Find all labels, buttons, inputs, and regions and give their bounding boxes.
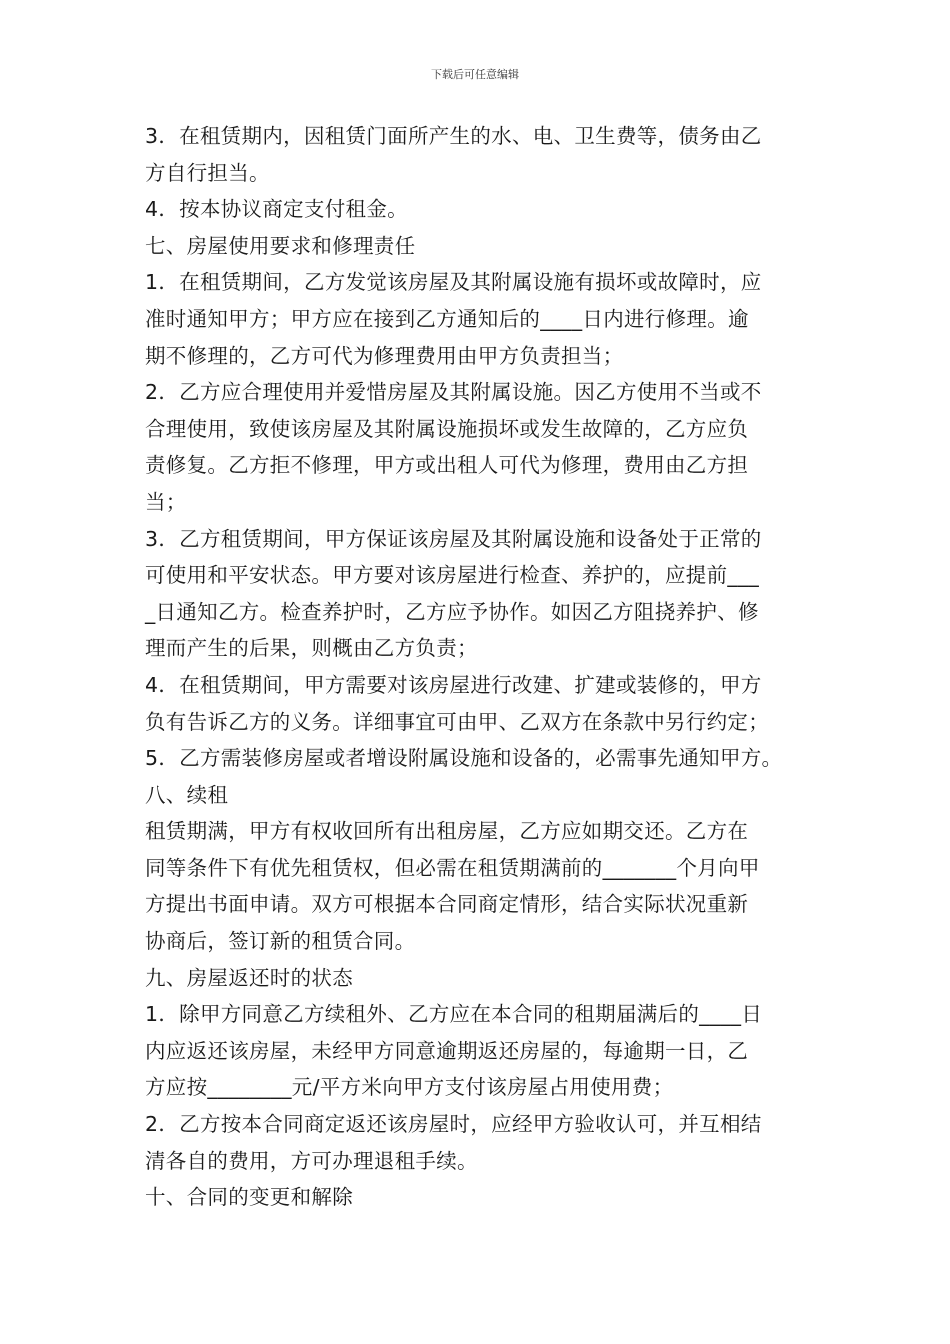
text-line: 负有告诉乙方的义务。详细事宜可由甲、乙双方在条款中另行约定； xyxy=(145,709,769,734)
text-line: 4．按本协议商定支付租金。 xyxy=(145,197,408,222)
text-line: 当； xyxy=(145,489,187,514)
text-line: 1．在租赁期间，乙方发觉该房屋及其附属设施有损坏或故障时，应 xyxy=(145,270,762,295)
text-line: 清各自的费用，方可办理退租手续。 xyxy=(145,1148,478,1173)
text-line: 责修复。乙方拒不修理，甲方或出租人可代为修理，费用由乙方担 xyxy=(145,453,749,478)
section-heading: 九、房屋返还时的状态 xyxy=(145,965,353,990)
text-line: 5．乙方需装修房屋或者增设附属设施和设备的，必需事先通知甲方。 xyxy=(145,746,783,771)
text-line: 同等条件下有优先租赁权，但必需在租赁期满前的_______个月向甲 xyxy=(145,855,760,880)
text-line: 可使用和平安状态。甲方要对该房屋进行检查、养护的，应提前___ xyxy=(145,563,760,588)
page-header: 下载后可任意编辑 xyxy=(431,68,519,81)
text-line: 期不修理的，乙方可代为修理费用由甲方负责担当； xyxy=(145,343,624,368)
text-line: 理而产生的后果，则概由乙方负责； xyxy=(145,636,478,661)
text-line: 方应按________元/平方米向甲方支付该房屋占用使用费； xyxy=(145,1075,674,1100)
text-line: 1．除甲方同意乙方续租外、乙方应在本合同的租期届满后的____日 xyxy=(145,1002,763,1027)
text-line: 3．在租赁期内，因租赁门面所产生的水、电、卫生费等，债务由乙 xyxy=(145,124,762,148)
text-line: 方自行担当。 xyxy=(145,160,270,185)
text-line: 方提出书面申请。双方可根据本合同商定情形，结合实际状况重新 xyxy=(145,892,749,917)
section-heading: 七、房屋使用要求和修理责任 xyxy=(145,233,416,258)
text-line: _日通知乙方。检查养护时，乙方应予协作。如因乙方阻挠养护、修 xyxy=(145,599,759,624)
section-heading: 八、续租 xyxy=(145,782,229,807)
text-line: 协商后，签订新的租赁合同。 xyxy=(145,929,416,954)
text-line: 租赁期满，甲方有权收回所有出租房屋，乙方应如期交还。乙方在 xyxy=(145,819,749,844)
text-line: 4．在租赁期间，甲方需要对该房屋进行改建、扩建或装修的，甲方 xyxy=(145,672,762,697)
text-line: 准时通知甲方；甲方应在接到乙方通知后的____日内进行修理。逾 xyxy=(145,306,749,331)
text-line: 内应返还该房屋，未经甲方同意逾期返还房屋的，每逾期一日，乙 xyxy=(145,1038,749,1063)
text-line: 2．乙方应合理使用并爱惜房屋及其附属设施。因乙方使用不当或不 xyxy=(145,380,762,405)
document-body xyxy=(145,118,825,1216)
text-line: 3．乙方租赁期间，甲方保证该房屋及其附属设施和设备处于正常的 xyxy=(145,526,762,551)
section-heading: 十、合同的变更和解除 xyxy=(145,1185,353,1210)
text-line: 合理使用，致使该房屋及其附属设施损坏或发生故障的，乙方应负 xyxy=(145,416,749,441)
text-line: 2．乙方按本合同商定返还该房屋时，应经甲方验收认可，并互相结 xyxy=(145,1112,762,1137)
